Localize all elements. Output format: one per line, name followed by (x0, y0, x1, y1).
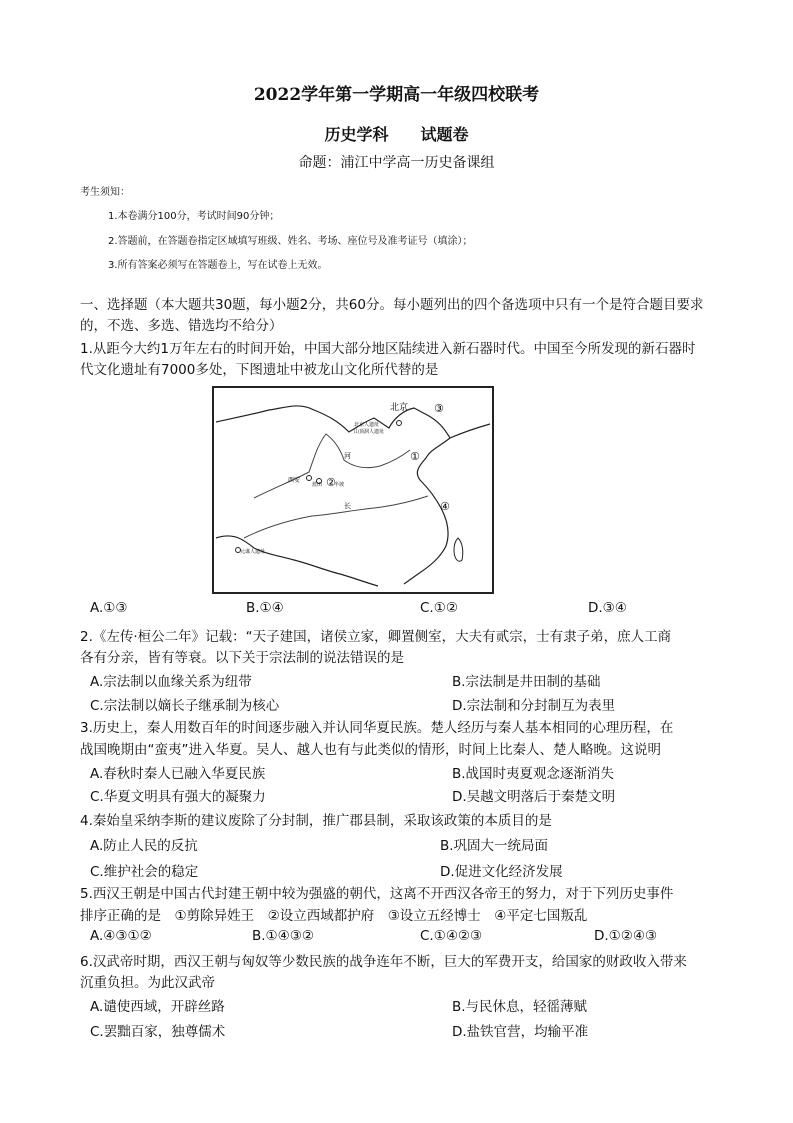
question-1-line: 1.从距今大约1万年左右的时间开始，中国大部分地区陆续进入新石器时代。中国至今所发现的新石器时 (80, 341, 696, 357)
question-6-line: 沉重负担。为此汉武帝 (80, 975, 215, 991)
question-1-option-b[interactable]: B.①④ (246, 600, 284, 616)
question-6-option-c[interactable]: C.罢黜百家，独尊儒术 (90, 1024, 226, 1040)
notice-heading: 考生须知： (80, 187, 130, 198)
site-marker (397, 421, 402, 426)
question-3-option-c[interactable]: C.华夏文明具有强大的凝聚力 (90, 789, 266, 805)
section-heading-line: 一、选择题（本大题共30题，每小题2分，共60分。每小题列出的四个备选项中只有一个是符合题目要求 (80, 297, 704, 313)
question-5-option-a[interactable]: A.④③①② (90, 928, 152, 944)
exam-title: 2022学年第一学期高一年级四校联考 (253, 85, 540, 105)
question-3-option-a[interactable]: A.春秋时秦人已融入华夏民族 (90, 766, 266, 782)
map-svg (214, 388, 492, 592)
map-mark-1: ① (410, 450, 420, 463)
notice-item: 3.所有答案必须写在答题卷上，写在试卷上无效。 (108, 260, 328, 271)
question-6-option-b[interactable]: B.与民休息，轻徭薄赋 (452, 999, 588, 1015)
question-3-line: 战国晚期由“蛮夷”进入华夏。吴人、越人也有与此类似的情形，时间上比秦人、楚人略晚。这说明 (80, 742, 661, 758)
notice-item: 1.本卷满分100分，考试时间90分钟； (108, 211, 280, 222)
question-6-option-d[interactable]: D.盐铁官营，均输平准 (452, 1024, 589, 1040)
question-5-line: 排序正确的是 ①剪除异姓王 ②设立西域都护府 ③设立五经博士 ④平定七国叛乱 (80, 908, 588, 924)
question-4-line: 4.秦始皇采纳李斯的建议废除了分封制，推广郡县制，采取该政策的本质目的是 (80, 813, 552, 829)
map-label-site: 蓝田 (312, 482, 323, 488)
question-2-option-c[interactable]: C.宗法制以嫡长子继承制为核心 (90, 698, 280, 714)
site-marker (307, 476, 312, 481)
section-heading-line: 的，不选、多选、错选均不给分） (80, 318, 283, 334)
question-2-line: 2.《左传·桓公二年》记载：“天子建国，诸侯立家，卿置侧室，大夫有贰宗，士有隶子弟，庶人工商 (80, 629, 672, 645)
question-5-option-d[interactable]: D.①②④③ (594, 928, 658, 944)
question-4-option-b[interactable]: B.巩固大一统局面 (440, 838, 549, 854)
question-1-option-c[interactable]: C.①② (420, 600, 458, 616)
exam-author: 命题：浦江中学高一历史备课组 (298, 155, 495, 171)
question-1-line: 代文化遗址有7000多处，下图遗址中被龙山文化所代替的是 (80, 362, 439, 378)
map-label-river: 河 (344, 452, 351, 460)
question-3-option-d[interactable]: D.吴越文明落后于秦楚文明 (452, 789, 616, 805)
question-2-option-b[interactable]: B.宗法制是井田制的基础 (452, 674, 601, 690)
map-label-site: 元谋人遗址 (240, 549, 266, 555)
map-label-site: 山顶洞人遗址 (354, 429, 385, 435)
question-5-option-c[interactable]: C.①④②③ (420, 928, 483, 944)
question-4-option-d[interactable]: D.促进文化经济发展 (440, 864, 563, 880)
question-4-option-a[interactable]: A.防止人民的反抗 (90, 838, 198, 854)
question-6-line: 6.汉武帝时期，西汉王朝与匈奴等少数民族的战争连年不断，巨大的军费开支，给国家的财政收入带来 (80, 954, 687, 970)
notice-item: 2.答题前，在答题卷指定区域填写班级、姓名、考场、座位号及准考证号（填涂）； (108, 236, 473, 247)
map-mark-3: ③ (434, 402, 444, 415)
question-2-option-a[interactable]: A.宗法制以血缘关系为纽带 (90, 674, 252, 690)
map-label-beijing: 北京 (390, 403, 409, 413)
question-3-option-b[interactable]: B.战国时夷夏观念逐渐消失 (452, 766, 615, 782)
map-label-river: 长 (344, 502, 351, 510)
question-3-line: 3.历史上，秦人用数百年的时间逐步融入并认同华夏民族。楚人经历与秦人基本相同的心理历程，在 (80, 720, 674, 736)
exam-subject: 历史学科 试题卷 (324, 125, 469, 144)
question-1-option-d[interactable]: D.③④ (588, 600, 627, 616)
map-mark-4: ④ (440, 500, 450, 513)
question-6-option-a[interactable]: A.谴使西域，开辟丝路 (90, 999, 225, 1015)
neolithic-sites-map (212, 386, 494, 594)
map-label-site: 半坡 (334, 482, 345, 488)
map-label-xian: 西安 (288, 477, 301, 484)
map-mark-2: ② (326, 476, 336, 489)
map-label-site: 北京人遗址 (354, 422, 380, 428)
question-5-line: 5.西汉王朝是中国古代封建王朝中较为强盛的朝代，这离不开西汉各帝王的努力，对于下列历史事件 (80, 886, 674, 902)
question-4-option-c[interactable]: C.维护社会的稳定 (90, 864, 199, 880)
question-5-option-b[interactable]: B.①④③② (252, 928, 314, 944)
question-2-line: 各有分亲，皆有等衰。以下关于宗法制的说法错误的是 (80, 650, 404, 666)
question-2-option-d[interactable]: D.宗法制和分封制互为表里 (452, 698, 616, 714)
question-1-option-a[interactable]: A.①③ (90, 600, 128, 616)
